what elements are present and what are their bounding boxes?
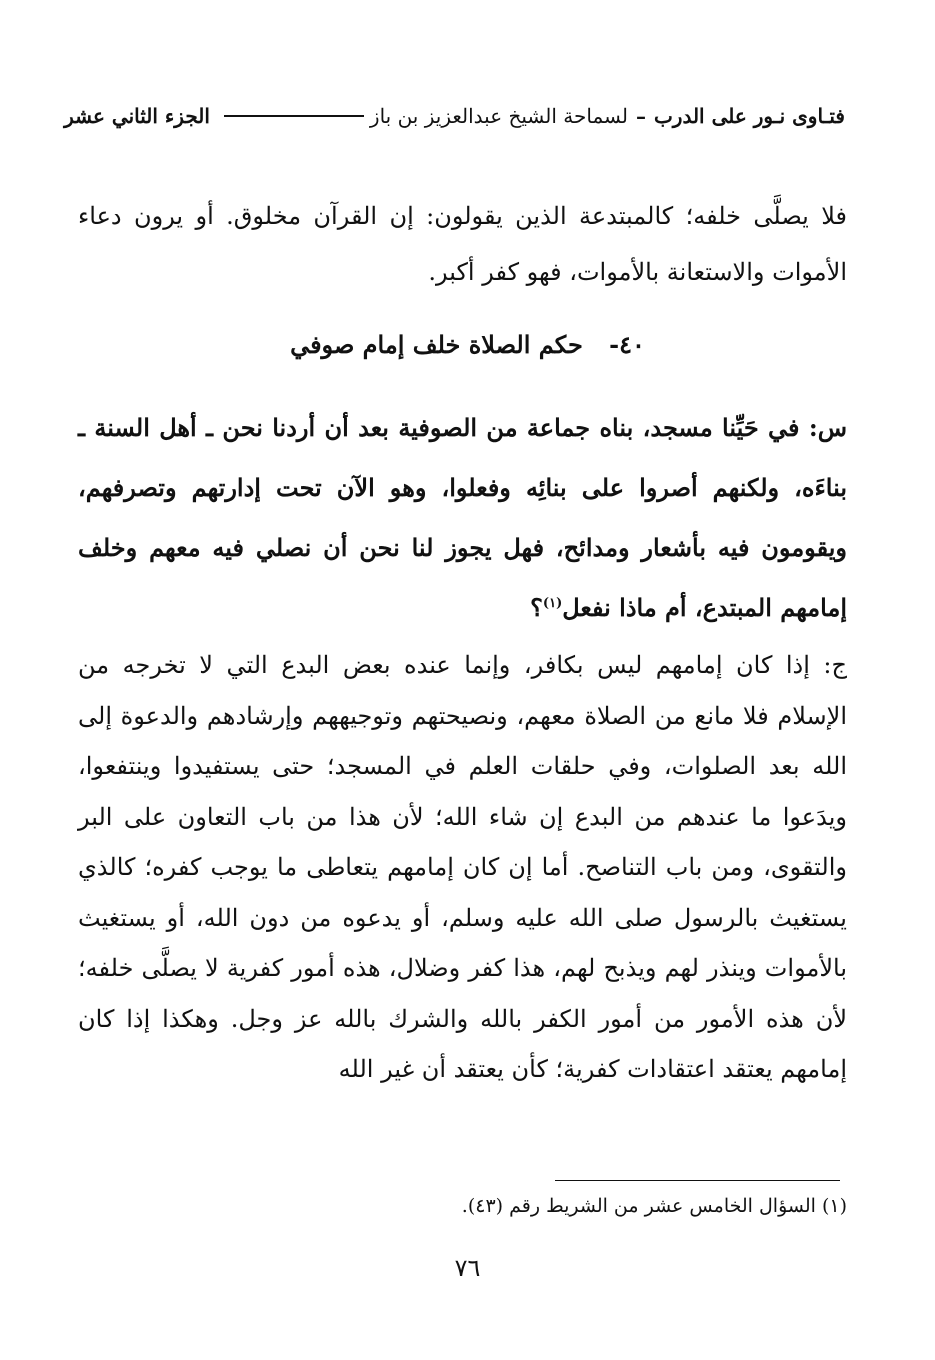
book-title: فتـاوى نـور على الدرب xyxy=(653,104,845,128)
footnote-divider xyxy=(555,1180,840,1181)
header-separator: – xyxy=(635,104,646,128)
header-title-group xyxy=(370,104,845,128)
question-text: س: في حَيِّنا مسجد، بناه جماعة من الصوفية بعد أن أردنا نحن ـ أهل السنة ـ بناءَه، ولكنهم أصروا على بنائِه وفعلوا، وهو الآن تحت إدارتهم وتصرفهم، ويقومون فيه بأشعار ومدائح، فهل يجوز لنا نحن أن نصلي فيه معهم وخلف إمامهم المبتدع، أم ماذا نفعل xyxy=(78,413,847,622)
page-number: ٧٦ xyxy=(454,1254,481,1282)
question-paragraph xyxy=(78,398,847,638)
header-rule xyxy=(224,115,364,117)
section-heading xyxy=(90,330,845,359)
answer-paragraph: ج: إذا كان إمامهم ليس بكافر، وإنما عنده بعض البدع التي لا تخرجه من الإسلام فلا مانع من الصلاة معهم، ونصيحتهم وتوجيههم وإرشادهم والدعوة إلى الله بعد الصلوات، وفي حلقات العلم في المسجد؛ حتى يستفيدوا وينتفعوا، ويدَعوا ما عندهم من البدع إن شاء الله؛ لأن هذا من باب التعاون على البر والتقوى، ومن باب التناصح. أما إن كان إمامهم يتعاطى ما يوجب كفره؛ كالذي يستغيث بالرسول صلى الله عليه وسلم، أو يدعوه من دون الله، أو يستغيث بالأموات وينذر لهم ويذبح لهم، هذا كفر وضلال، هذه أمور كفرية لا يصلَّى خلفه؛ لأن هذه الأمور من أمور الكفر بالله والشرك بالله عز وجل. وهكذا إذا كان إمامهم يعتقد اعتقادات كفرية؛ كأن يعتقد أن غير الله xyxy=(78,651,847,1083)
header-author: لسماحة الشيخ عبدالعزيز بن باز xyxy=(369,104,628,128)
page-header xyxy=(64,98,845,134)
section-title: حكم الصلاة خلف إمام صوفي xyxy=(290,330,583,359)
header-volume-group xyxy=(64,104,370,128)
section-number: ٤٠- xyxy=(609,330,645,359)
intro-paragraph: فلا يصلَّى خلفه؛ كالمبتدعة الذين يقولون: إن القرآن مخلوق. أو يرون دعاء الأموات والاستعانة بالأموات، فهو كفر أكبر. xyxy=(78,202,847,286)
footnote-marker[interactable]: (١) xyxy=(542,596,563,611)
footnote: (١) السؤال الخامس عشر من الشريط رقم (٤٣). xyxy=(461,1195,847,1217)
question-end-mark: ؟ xyxy=(530,593,543,622)
volume-label: الجزء الثاني عشر xyxy=(64,104,210,128)
